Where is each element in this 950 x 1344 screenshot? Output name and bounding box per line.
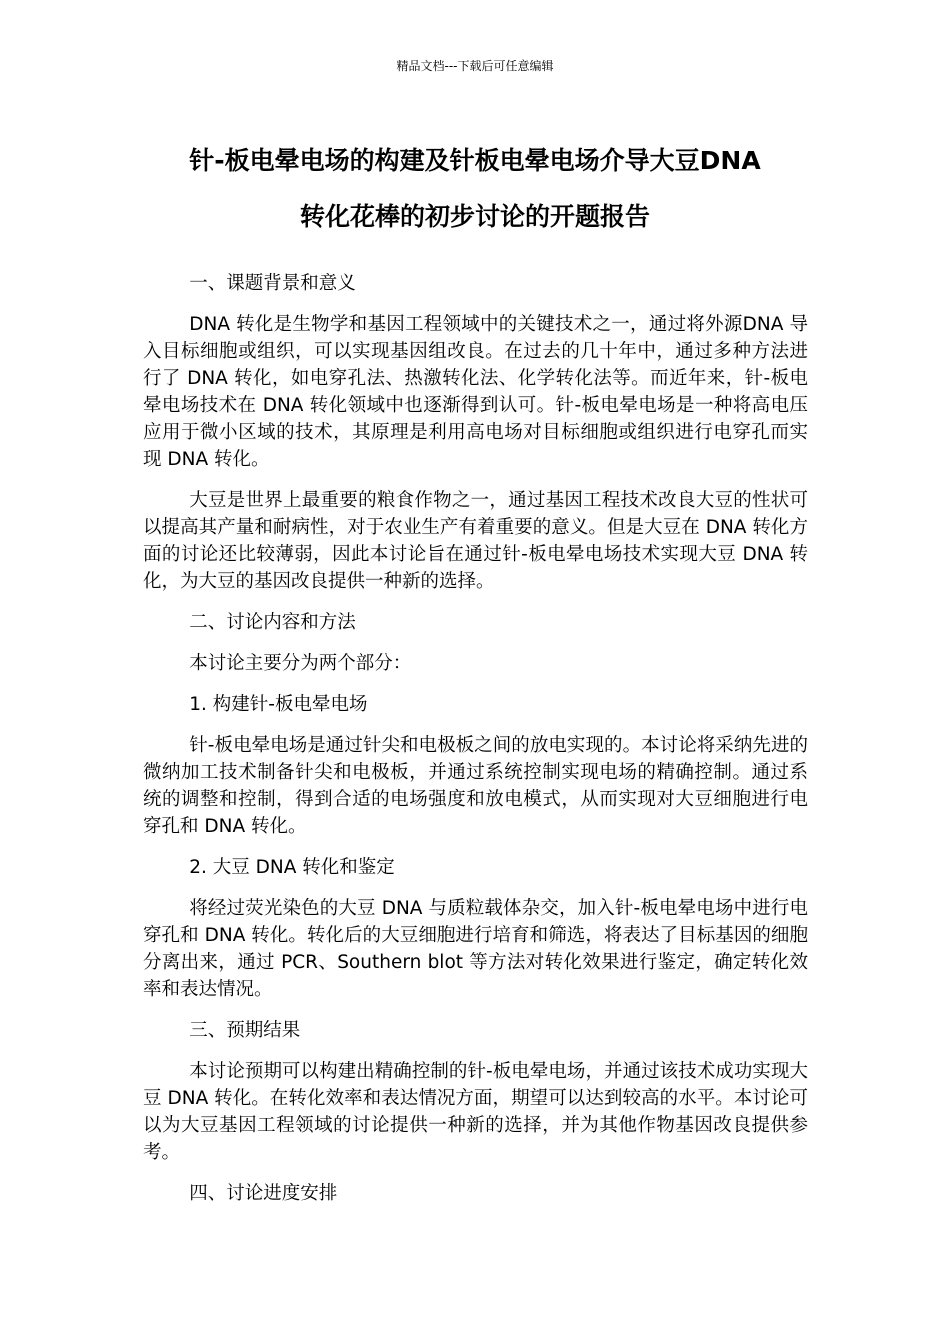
paragraph-background-2: 大豆是世界上最重要的粮食作物之一，通过基因工程技术改良大豆的性状可以提高其产量和耐病性，对于农业生产有着重要的意义。但是大豆在 DNA 转化方面的讨论还比较薄弱，因此本讨论旨在通过针-板电晕电场技术实现大豆 DNA 转化，为大豆的基因改良提供一种新的选择。 [143,490,808,592]
page-header: 精品文档---下载后可任意编辑 [396,59,554,73]
document-title-line-1: 针-板电晕电场的构建及针板电晕电场介导大豆DNA [189,146,761,175]
section-heading-methods: 二、讨论内容和方法 [189,612,356,633]
paragraph-results: 本讨论预期可以构建出精确控制的针-板电晕电场，并通过该技术成功实现大豆 DNA 转化。在转化效率和表达情况方面，期望可以达到较高的水平。本讨论可以为大豆基因工程领域的讨论提供一种新的选择，并为其他作物基因改良提供参考。 [143,1061,808,1163]
paragraph-dna-transform: 将经过荧光染色的大豆 DNA 与质粒载体杂交，加入针-板电晕电场中进行电穿孔和 DNA 转化。转化后的大豆细胞进行培育和筛选，将表达了目标基因的细胞分离出来，通过 PCR、Southern blot 等方法对转化效果进行鉴定，确定转化效率和表达情况。 [143,898,808,1000]
section-heading-background: 一、课题背景和意义 [189,273,356,294]
subheading-dna-transform: 2. 大豆 DNA 转化和鉴定 [189,857,395,878]
document-body [143,270,808,1221]
paragraph-background-1: DNA 转化是生物学和基因工程领域中的关键技术之一，通过将外源DNA 导入目标细胞或组织，可以实现基因组改良。在过去的几十年中，通过多种方法进行了 DNA 转化，如电穿孔法、热激转化法、化学转化法等。而近年来，针-板电晕电场技术在 DNA 转化领域中也逐渐得到认可。针-板电晕电场是一种将高电压应用于微小区域的技术，其原理是利用高电场对目标细胞或组织进行电穿孔而实现 DNA 转化。 [143,314,808,470]
document-title-line-2: 转化花棒的初步讨论的开题报告 [299,202,650,231]
paragraph-build-field: 针-板电晕电场是通过针尖和电极板之间的放电实现的。本讨论将采纳先进的微纳加工技术制备针尖和电极板，并通过系统控制实现电场的精确控制。通过系统的调整和控制，得到合适的电场强度和放电模式，从而实现对大豆细胞进行电穿孔和 DNA 转化。 [143,735,808,837]
paragraph-methods-intro: 本讨论主要分为两个部分： [189,653,412,674]
subheading-build-field: 1. 构建针-板电晕电场 [189,694,368,715]
section-heading-results: 三、预期结果 [189,1020,301,1041]
section-heading-schedule: 四、讨论进度安排 [189,1183,338,1204]
